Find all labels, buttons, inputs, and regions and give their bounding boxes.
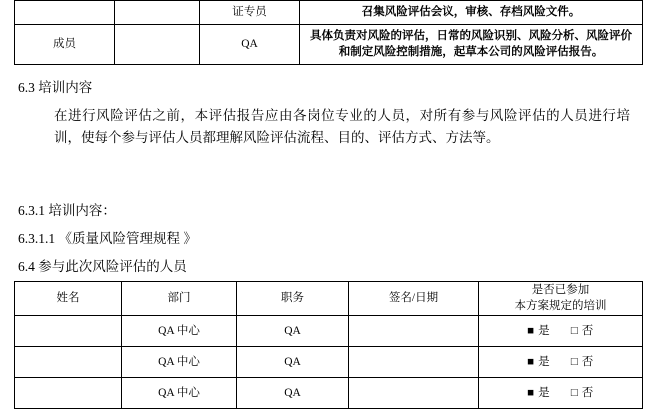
table-row: [15, 316, 643, 347]
cell-department: QA 中心: [122, 378, 237, 409]
cell-department: QA 中心: [122, 316, 237, 347]
role-duty-cell: 召集风险评估会议，审核、存档风险文件。: [300, 1, 643, 25]
label-no: 否: [581, 386, 594, 399]
section-6-3-title: 6.3 培训内容: [18, 80, 93, 95]
header-name: 姓名: [15, 282, 122, 316]
table-row: [15, 347, 643, 378]
header-sign-date: 签名/日期: [349, 282, 479, 316]
label-yes: 是: [538, 355, 551, 368]
cell-name[interactable]: [15, 378, 122, 409]
section-6-3-1-title: 6.3.1 培训内容：: [18, 203, 116, 218]
role-title-cell: 证专员: [200, 1, 300, 25]
header-trained-line1: 是否已参加: [531, 284, 590, 296]
checkbox-no-icon[interactable]: □: [570, 324, 579, 337]
cell-trained[interactable]: [479, 316, 643, 347]
cell-position: QA: [237, 378, 349, 409]
checkbox-no-icon[interactable]: □: [570, 386, 579, 399]
role-name-cell: 成员: [15, 24, 115, 64]
label-yes: 是: [538, 324, 551, 337]
cell-department: QA 中心: [122, 347, 237, 378]
header-department: 部门: [122, 282, 237, 316]
checkbox-yes-icon[interactable]: ■: [527, 324, 535, 337]
label-no: 否: [581, 355, 594, 368]
cell-position: QA: [237, 316, 349, 347]
table-row: [15, 24, 643, 64]
header-trained: [479, 282, 643, 316]
participants-table: [14, 281, 643, 409]
section-6-3-body: 在进行风险评估之前，本评估报告应由各岗位专业的人员，对所有参与风险评估的人员进行培训，使每个参与评估人员都理解风险评估流程、目的、评估方式、方法等。: [54, 108, 630, 145]
cell-sign-date[interactable]: [349, 378, 479, 409]
role-sub-cell: [115, 24, 200, 64]
cell-name[interactable]: [15, 316, 122, 347]
section-6-3-1-1-title: 6.3.1.1 《质量风险管理规程 》: [18, 231, 197, 246]
cell-trained[interactable]: [479, 378, 643, 409]
table-row: [15, 1, 643, 25]
header-trained-line2: 本方案规定的培训: [514, 299, 607, 312]
table-row: [15, 378, 643, 409]
section-6-4-title: 6.4 参与此次风险评估的人员: [18, 259, 187, 274]
role-title-cell: QA: [200, 24, 300, 64]
role-duty-cell: 具体负责对风险的评估，日常的风险识别、风险分析、风险评价和制定风险控制措施，起草本公司的风险评估报告。: [300, 24, 643, 64]
cell-name[interactable]: [15, 347, 122, 378]
table-header-row: [15, 282, 643, 316]
cell-sign-date[interactable]: [349, 347, 479, 378]
cell-sign-date[interactable]: [349, 316, 479, 347]
label-yes: 是: [538, 386, 551, 399]
cell-position: QA: [237, 347, 349, 378]
checkbox-yes-icon[interactable]: ■: [527, 355, 535, 368]
roles-table: [14, 0, 643, 65]
checkbox-yes-icon[interactable]: ■: [527, 386, 535, 399]
role-sub-cell: [115, 1, 200, 25]
header-position: 职务: [237, 282, 349, 316]
cell-trained[interactable]: [479, 347, 643, 378]
role-name-cell: [15, 1, 115, 25]
label-no: 否: [581, 324, 594, 337]
checkbox-no-icon[interactable]: □: [570, 355, 579, 368]
